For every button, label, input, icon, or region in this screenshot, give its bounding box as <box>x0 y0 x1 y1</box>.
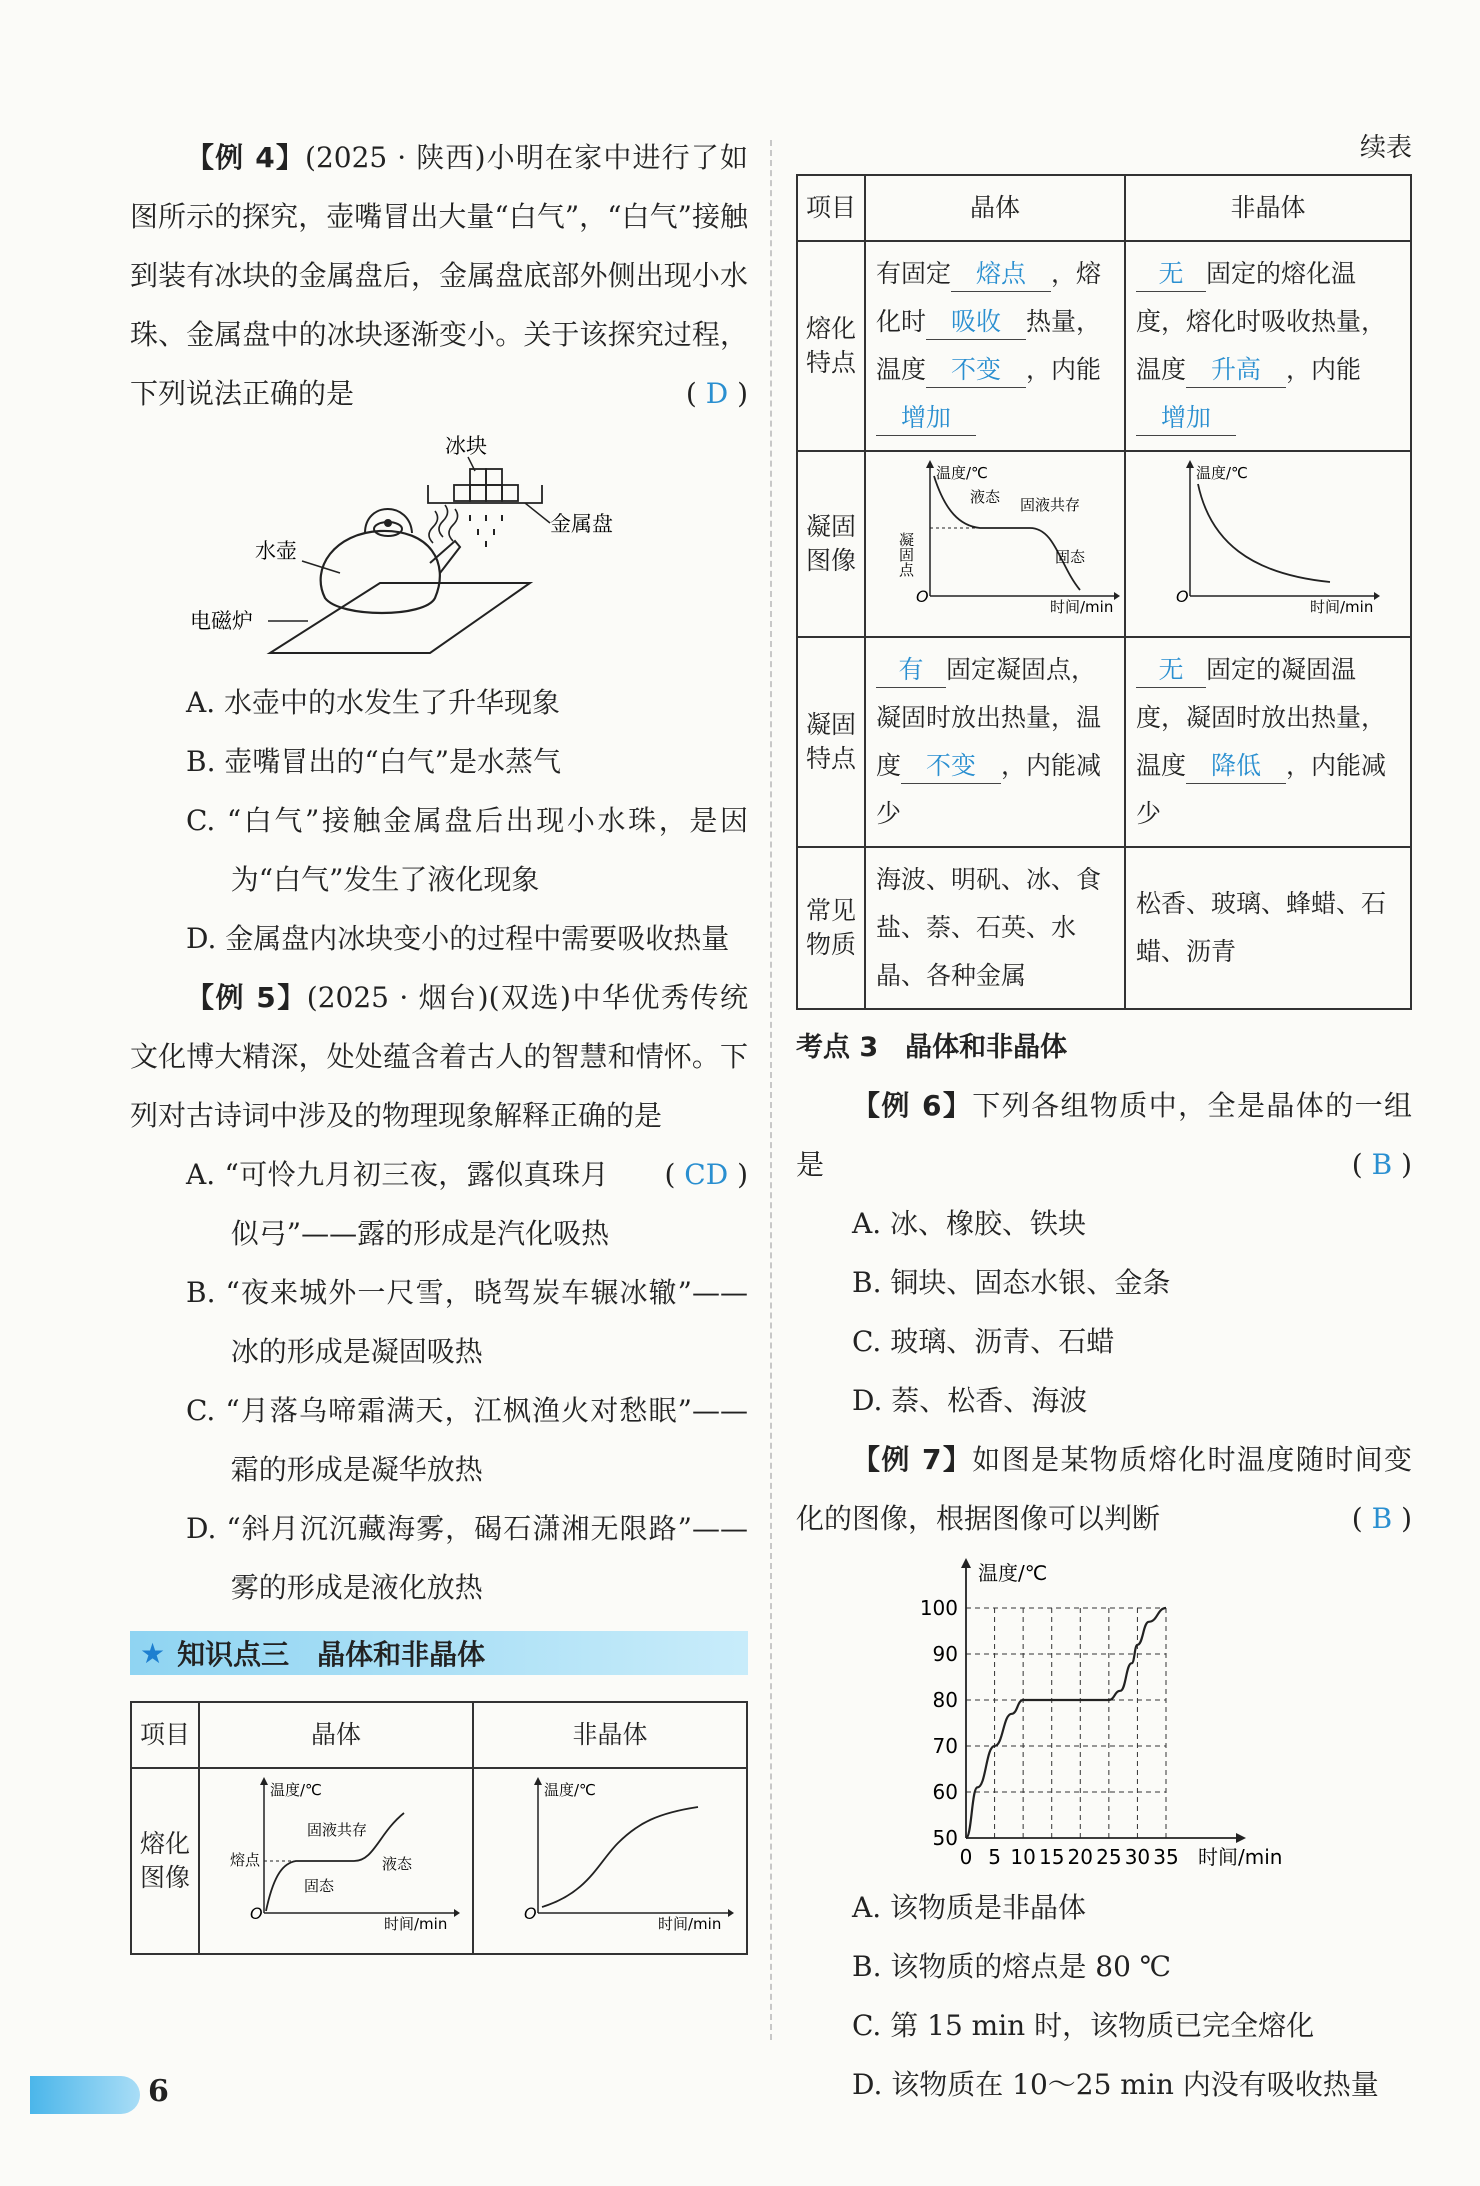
fill-blank: 无 <box>1136 653 1206 688</box>
y-axis-label: 温度/℃ <box>978 1561 1048 1585</box>
row-melting-graph: 熔化图像 <box>131 1768 199 1954</box>
example-6-option-a[interactable]: A. 冰、橡胶、铁块 <box>852 1207 1087 1240</box>
example-6-option-b[interactable]: B. 铜块、固态水银、金条 <box>852 1266 1171 1299</box>
example-4-answer: ( D ) <box>685 377 748 410</box>
example-4-option-c[interactable]: C. “白气”接触金属盘后出现小水珠，是因为“白气”发生了液化现象 <box>186 804 748 896</box>
fill-blank: 升高 <box>1186 353 1286 388</box>
table-header-crystal: 晶体 <box>865 175 1125 241</box>
x-tick-label: 25 <box>1096 1845 1122 1869</box>
y-tick-label: 100 <box>919 1596 958 1620</box>
crystal-table-left <box>130 1701 748 1955</box>
example-6-option-d[interactable]: D. 萘、松香、海波 <box>852 1384 1088 1417</box>
crystal-table-right <box>796 174 1412 1010</box>
knowledge-point-banner: ★ 知识点三 晶体和非晶体 <box>130 1631 748 1675</box>
x-tick-label: 20 <box>1067 1845 1094 1869</box>
svg-text:时间/min: 时间/min <box>1310 598 1374 616</box>
crystal-melting-graph <box>204 1773 460 1933</box>
column-divider <box>770 140 772 2040</box>
svg-text:固态: 固态 <box>304 1877 335 1895</box>
row-solidification-features: 凝固特点 有 固定凝固点，凝固时放出热量，温度 不变 ，内能减少 无 固定的凝固温度，凝固时放出热量，温度 降低 ，内能减少 <box>797 637 1411 847</box>
y-tick-label: 70 <box>932 1734 958 1758</box>
fill-blank: 有 <box>876 653 946 688</box>
table-header-amorphous: 非晶体 <box>473 1702 747 1768</box>
example-5-option-d[interactable]: D. “斜月沉沉藏海雾，碣石潇湘无限路”——雾的形成是液化放热 <box>186 1512 748 1604</box>
example-4-option-b[interactable]: B. 壶嘴冒出的“白气”是水蒸气 <box>186 745 562 778</box>
example-7-answer: ( B ) <box>1351 1502 1412 1535</box>
example-7-stem: 【例 7】如图是某物质熔化时温度随时间变化的图像，根据图像可以判断 ( B ) <box>796 1430 1412 1548</box>
amorphous-solidification-graph <box>1130 456 1380 616</box>
fill-blank: 无 <box>1136 257 1206 292</box>
melting-temperature-chart <box>796 1548 1412 1878</box>
x-tick-label: 35 <box>1153 1845 1179 1869</box>
x-axis-arrow <box>1236 1833 1246 1843</box>
x-tick-label: 10 <box>1010 1845 1036 1869</box>
svg-text:O: O <box>524 1904 537 1923</box>
kettle-experiment-figure <box>130 423 748 673</box>
example-5-answer: ( CD ) <box>664 1158 748 1191</box>
left-column <box>130 128 748 1955</box>
crystal-solidification-graph <box>870 456 1120 616</box>
fill-blank: 熔点 <box>951 257 1051 292</box>
fig-label-plate: 金属盘 <box>550 512 613 536</box>
fill-blank: 增加 <box>1136 401 1236 436</box>
x-tick-label: 5 <box>988 1845 1001 1869</box>
page-number: 6 <box>148 2074 169 2109</box>
row-common-substances: 常见物质 海波、明矾、冰、食盐、萘、石英、水晶、各种金属 松香、玻璃、蜂蜡、石蜡、沥青 <box>797 847 1411 1009</box>
svg-text:O: O <box>916 587 929 606</box>
example-5-stem: 【例 5】(2025 · 烟台)(双选)中华优秀传统文化博大精深，处处蕴含着古人的智慧和情怀。下列对古诗词中涉及的物理现象解释正确的是 ( CD ) <box>130 968 748 1145</box>
table-header-item: 项目 <box>131 1702 199 1768</box>
x-axis-label: 时间/min <box>1198 1845 1283 1869</box>
svg-text:熔点: 熔点 <box>230 1851 261 1869</box>
svg-text:温度/℃: 温度/℃ <box>936 464 988 482</box>
example-4-option-a[interactable]: A. 水壶中的水发生了升华现象 <box>186 686 561 719</box>
svg-text:固液共存: 固液共存 <box>1020 496 1081 514</box>
table-header-item: 项目 <box>797 175 865 241</box>
svg-text:温度/℃: 温度/℃ <box>1196 464 1248 482</box>
page-number-bar <box>30 2076 140 2114</box>
right-column <box>796 128 1412 2114</box>
example-5-option-b[interactable]: B. “夜来城外一尺雪，晓驾炭车辗冰辙”——冰的形成是凝固吸热 <box>186 1276 748 1368</box>
fill-blank: 吸收 <box>926 305 1026 340</box>
star-icon: ★ <box>140 1636 166 1670</box>
fig-label-kettle: 水壶 <box>255 539 297 563</box>
example-5-option-c[interactable]: C. “月落乌啼霜满天，江枫渔火对愁眠”——霜的形成是凝华放热 <box>186 1394 748 1486</box>
fill-blank: 降低 <box>1186 749 1286 784</box>
table-header-crystal: 晶体 <box>199 1702 473 1768</box>
example-7-option-a[interactable]: A. 该物质是非晶体 <box>852 1891 1087 1924</box>
x-tick-label: 15 <box>1038 1845 1065 1869</box>
fill-blank: 不变 <box>926 353 1026 388</box>
svg-text:固态: 固态 <box>1055 548 1086 566</box>
y-axis-arrow <box>961 1558 971 1568</box>
example-4-stem: 【例 4】(2025 · 陕西)小明在家中进行了如图所示的探究，壶嘴冒出大量“白气”，“白气”接触到装有冰块的金属盘后，金属盘底部外侧出现小水珠、金属盘中的冰块逐渐变小。关于该探究过程，下列说法正确的是 ( D ) <box>130 128 748 423</box>
svg-text:温度/℃: 温度/℃ <box>544 1781 596 1799</box>
svg-text:温度/℃: 温度/℃ <box>270 1781 322 1799</box>
fig-label-stove: 电磁炉 <box>190 609 253 633</box>
example-5-option-a[interactable]: A. “可怜九月初三夜，露似真珠月似弓”——露的形成是汽化吸热 <box>186 1158 610 1250</box>
y-tick-label: 60 <box>932 1780 958 1804</box>
fill-blank: 增加 <box>876 401 976 436</box>
example-7-option-b[interactable]: B. 该物质的熔点是 80 ℃ <box>852 1950 1172 1983</box>
example-7-option-d[interactable]: D. 该物质在 10～25 min 内没有吸收热量 <box>852 2068 1379 2101</box>
table-header-amorphous: 非晶体 <box>1125 175 1411 241</box>
example-6-option-c[interactable]: C. 玻璃、沥青、石蜡 <box>852 1325 1115 1358</box>
svg-text:时间/min: 时间/min <box>384 1915 448 1933</box>
continued-table-label: 续表 <box>1359 133 1412 163</box>
x-tick-label: 0 <box>959 1845 973 1869</box>
example-4-option-d[interactable]: D. 金属盘内冰块变小的过程中需要吸收热量 <box>186 922 730 955</box>
svg-text:O: O <box>1176 587 1189 606</box>
exam-point-3-title: 考点 3 晶体和非晶体 <box>796 1032 1068 1063</box>
svg-text:O: O <box>250 1904 263 1923</box>
row-melting-features: 熔化特点 有固定 熔点 ，熔化时 吸收 热量，温度 不变 ，内能增加 无 固定的熔化温度，熔化时吸收热量，温度 升高 ，内能增加 <box>797 241 1411 451</box>
example-6-answer: ( B ) <box>1351 1148 1412 1181</box>
svg-text:液态: 液态 <box>382 1855 413 1873</box>
svg-text:凝固点: 凝固点 <box>897 532 915 577</box>
example-6-stem: 【例 6】下列各组物质中，全是晶体的一组是 ( B ) <box>796 1076 1412 1194</box>
x-tick-label: 30 <box>1124 1845 1151 1869</box>
fill-blank: 不变 <box>901 749 1001 784</box>
fig-label-ice: 冰块 <box>445 434 487 458</box>
example-7-option-c[interactable]: C. 第 15 min 时，该物质已完全熔化 <box>852 2009 1315 2042</box>
amorphous-melting-graph <box>478 1773 734 1933</box>
svg-text:时间/min: 时间/min <box>658 1915 722 1933</box>
row-solidification-graph: 凝固图像 温度/℃ 时间/min O 凝固点 液态 固液共存 固态 温度/℃ 时间/min O <box>797 451 1411 637</box>
y-tick-label: 90 <box>932 1642 958 1666</box>
y-tick-label: 50 <box>932 1826 958 1850</box>
series-line <box>966 1608 1166 1838</box>
svg-text:固液共存: 固液共存 <box>307 1821 368 1839</box>
svg-text:时间/min: 时间/min <box>1050 598 1114 616</box>
svg-text:液态: 液态 <box>970 488 1001 506</box>
y-tick-label: 80 <box>932 1688 958 1712</box>
